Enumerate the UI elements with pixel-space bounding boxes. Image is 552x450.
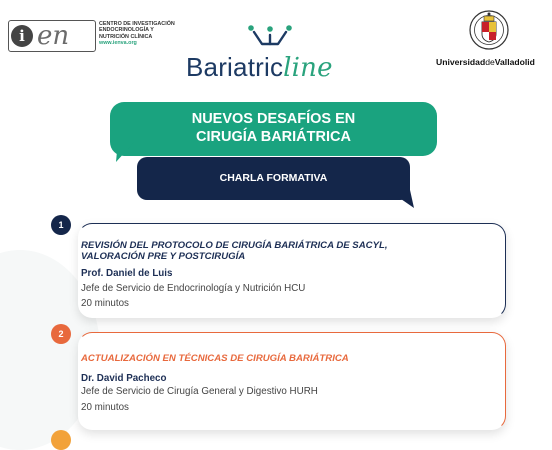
ienva-logo-word: en <box>37 21 70 51</box>
university-seal-icon <box>469 8 509 52</box>
event-title-line-1: NUEVOS DESAFÍOS EN <box>191 111 356 127</box>
ienva-url: www.ienva.org <box>99 40 137 47</box>
talk-speaker-2: Dr. David Pacheco <box>81 373 167 384</box>
talk-duration-1: 20 minutos <box>81 298 129 309</box>
university-name-part3: Valladolid <box>494 57 535 67</box>
talk-number-3 <box>51 430 71 450</box>
university-name <box>436 57 535 67</box>
talk-title-1 <box>81 240 481 262</box>
event-subtitle: CHARLA FORMATIVA <box>219 172 328 184</box>
talk-title-2: ACTUALIZACIÓN EN TÉCNICAS DE CIRUGÍA BARIÁTRICA <box>81 353 349 364</box>
ienva-line-3: NUTRICIÓN CLÍNICA <box>99 33 153 40</box>
brand-name-part1: Bariatric <box>186 52 284 82</box>
talk-speaker-1: Prof. Daniel de Luis <box>81 268 173 279</box>
university-name-part2: de <box>485 57 495 67</box>
brand-name-part2: line <box>283 53 333 83</box>
talk-number-1: 1 <box>51 215 71 235</box>
ienva-caption <box>99 21 189 47</box>
talk-number-2: 2 <box>51 324 71 344</box>
university-name-part1: Universidad <box>436 57 486 67</box>
talk-duration-2: 20 minutos <box>81 402 129 413</box>
talk-title-1-line-1: REVISIÓN DEL PROTOCOLO DE CIRUGÍA BARIÁTRICA DE SACYL, <box>81 240 388 251</box>
ienva-logo <box>8 20 96 52</box>
molecule-icon <box>240 22 300 52</box>
ienva-line-2: ENDOCRINOLOGÍA Y <box>99 27 154 34</box>
talk-role-1: Jefe de Servicio de Endocrinología y Nutrición HCU <box>81 283 306 294</box>
ienva-logo-letter: i <box>11 25 33 47</box>
brand-wordmark <box>186 52 333 83</box>
subtitle-bubble-tail <box>388 190 418 210</box>
ienva-line-1: CENTRO DE INVESTIGACIÓN <box>99 21 175 27</box>
talk-role-2: Jefe de Servicio de Cirugía General y Digestivo HURH <box>81 386 318 397</box>
event-title-line-2: CIRUGÍA BARIÁTRICA <box>196 129 351 145</box>
event-title <box>110 110 437 146</box>
talk-title-1-line-2: VALORACIÓN PRE Y POSTCIRUGÍA <box>81 251 246 262</box>
